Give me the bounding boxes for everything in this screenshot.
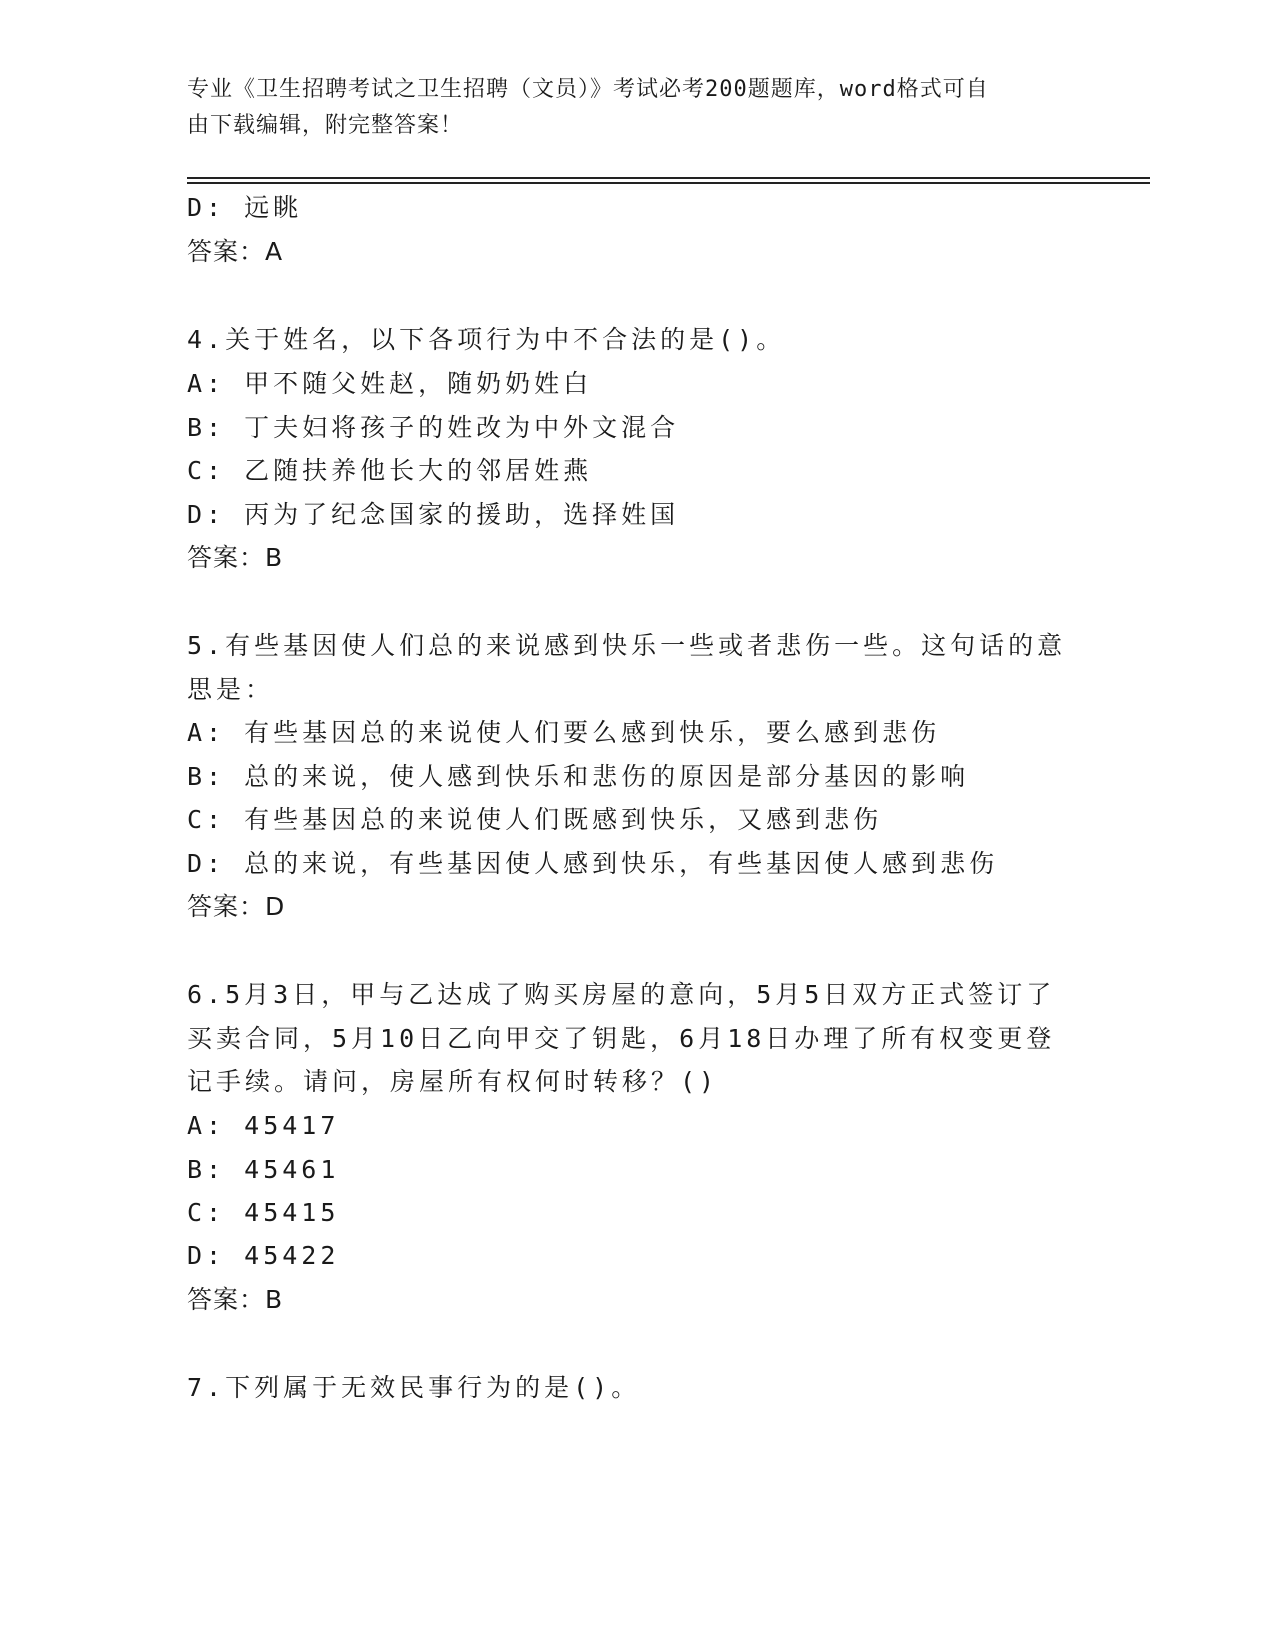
q5-option-a: A: 有些基因总的来说使人们要么感到快乐，要么感到悲伤	[187, 718, 941, 747]
q4-option-b: B: 丁夫妇将孩子的姓改为中外文混合	[187, 413, 680, 442]
q6-option-d: D: 45422	[187, 1241, 340, 1270]
q6-stem-line-1: 6.5月3日，甲与乙达成了购买房屋的意向，5月5日双方正式签订了	[187, 980, 1056, 1009]
q5-stem-line-1: 5.有些基因使人们总的来说感到快乐一些或者悲伤一些。这句话的意	[187, 631, 1067, 660]
q3-option-d: D: 远眺	[187, 193, 303, 222]
q7-stem: 7.下列属于无效民事行为的是()。	[187, 1373, 641, 1402]
q5-stem-line-2: 思是：	[187, 675, 275, 704]
q3-answer: 答案：A	[187, 237, 284, 266]
q6-option-c: C: 45415	[187, 1198, 340, 1227]
header-line-2: 由下载编辑，附完整答案！	[187, 113, 464, 138]
q5-option-c: C: 有些基因总的来说使人们既感到快乐，又感到悲伤	[187, 805, 883, 834]
q6-stem-line-2: 买卖合同，5月10日乙向甲交了钥匙，6月18日办理了所有权变更登	[187, 1024, 1056, 1053]
q4-option-c: C: 乙随扶养他长大的邻居姓燕	[187, 456, 593, 485]
q6-answer: 答案：B	[187, 1285, 284, 1314]
q5-answer: 答案：D	[187, 892, 286, 921]
q6-option-b: B: 45461	[187, 1155, 340, 1184]
q5-option-b: B: 总的来说，使人感到快乐和悲伤的原因是部分基因的影响	[187, 762, 970, 791]
header-line-1: 专业《卫生招聘考试之卫生招聘（文员）》考试必考200题题库，word格式可自	[187, 77, 989, 102]
q4-option-a: A: 甲不随父姓赵，随奶奶姓白	[187, 369, 593, 398]
q4-option-d: D: 丙为了纪念国家的援助，选择姓国	[187, 500, 680, 529]
q4-answer: 答案：B	[187, 543, 284, 572]
q6-option-a: A: 45417	[187, 1111, 340, 1140]
header-divider-top	[187, 177, 1150, 179]
header-divider-bottom	[187, 182, 1150, 184]
q4-stem: 4.关于姓名，以下各项行为中不合法的是()。	[187, 325, 786, 354]
document-header	[187, 72, 1067, 144]
q5-option-d: D: 总的来说，有些基因使人感到快乐，有些基因使人感到悲伤	[187, 849, 999, 878]
q6-stem-line-3: 记手续。请问，房屋所有权何时转移？()	[187, 1067, 719, 1096]
